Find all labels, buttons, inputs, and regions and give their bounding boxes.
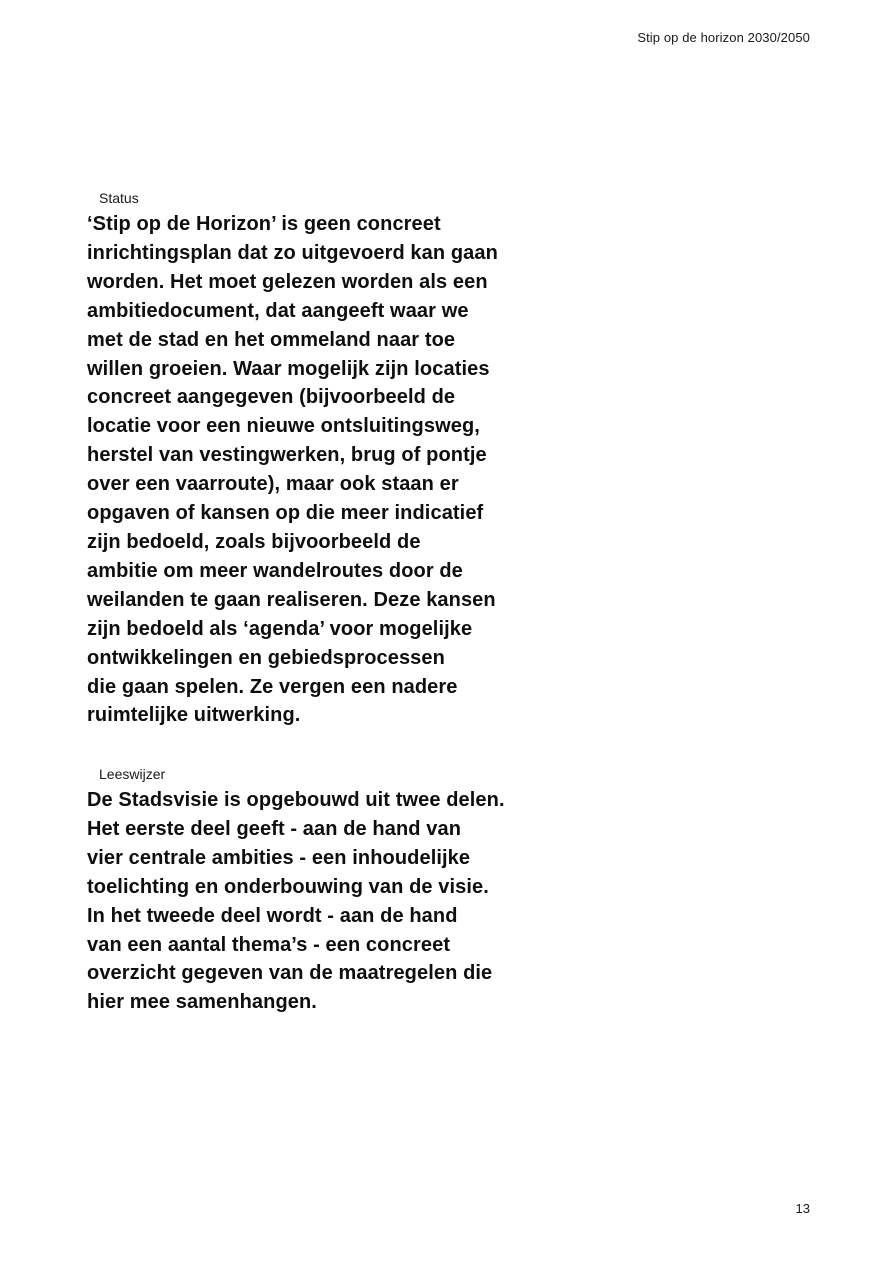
- status-section: [87, 189, 807, 730]
- status-paragraph-line: concreet aangegeven (bijvoorbeeld de: [87, 386, 456, 409]
- status-paragraph-line: ‘Stip op de Horizon’ is geen concreet: [87, 213, 441, 235]
- status-paragraph-line: die gaan spelen. Ze vergen een nadere: [87, 675, 458, 698]
- status-paragraph-line: inrichtingsplan dat zo uitgevoerd kan gaan: [87, 241, 498, 264]
- status-paragraph-line: locatie voor een nieuwe ontsluitingsweg,: [87, 415, 480, 438]
- status-paragraph-line: over een vaarroute), maar ook staan er: [87, 473, 459, 496]
- status-paragraph-line: met de stad en het ommeland naar toe: [87, 328, 456, 351]
- status-paragraph-line: zijn bedoeld, zoals bijvoorbeeld de: [87, 530, 421, 553]
- page-number: 13: [795, 1201, 810, 1216]
- status-heading: Status: [99, 190, 139, 206]
- leeswijzer-paragraph-line: Het eerste deel geeft - aan de hand van: [87, 817, 462, 840]
- leeswijzer-paragraph-line: hier mee samenhangen.: [87, 991, 317, 1014]
- status-paragraph-line: willen groeien. Waar mogelijk zijn locaties: [87, 357, 490, 380]
- running-header-title: Stip op de horizon 2030/2050: [637, 30, 810, 45]
- status-paragraph-line: worden. Het moet gelezen worden als een: [87, 270, 488, 293]
- leeswijzer-paragraph-line: toelichting en onderbouwing van de visie.: [87, 875, 489, 898]
- status-paragraph: [87, 210, 807, 730]
- leeswijzer-paragraph-line: De Stadsvisie is opgebouwd uit twee delen.: [87, 789, 505, 811]
- status-paragraph-line: ambitiedocument, dat aangeeft waar we: [87, 299, 469, 322]
- status-paragraph-line: ruimtelijke uitwerking.: [87, 704, 301, 727]
- leeswijzer-paragraph-line: overzicht gegeven van de maatregelen die: [87, 962, 493, 985]
- status-paragraph-line: weilanden te gaan realiseren. Deze kansen: [87, 588, 496, 611]
- status-paragraph-line: zijn bedoeld als ‘agenda’ voor mogelijke: [87, 617, 473, 640]
- status-paragraph-line: ontwikkelingen en gebiedsprocessen: [87, 646, 445, 669]
- status-paragraph-line: ambitie om meer wandelroutes door de: [87, 559, 463, 582]
- status-paragraph-line: herstel van vestingwerken, brug of pontje: [87, 444, 487, 467]
- leeswijzer-section: [87, 765, 807, 1017]
- leeswijzer-paragraph-line: vier centrale ambities - een inhoudelijke: [87, 846, 471, 869]
- leeswijzer-paragraph-line: van een aantal thema’s - een concreet: [87, 933, 451, 956]
- leeswijzer-heading: Leeswijzer: [99, 766, 166, 782]
- status-paragraph-line: opgaven of kansen op die meer indicatief: [87, 502, 484, 525]
- leeswijzer-paragraph: [87, 786, 807, 1017]
- leeswijzer-paragraph-line: In het tweede deel wordt - aan de hand: [87, 904, 458, 927]
